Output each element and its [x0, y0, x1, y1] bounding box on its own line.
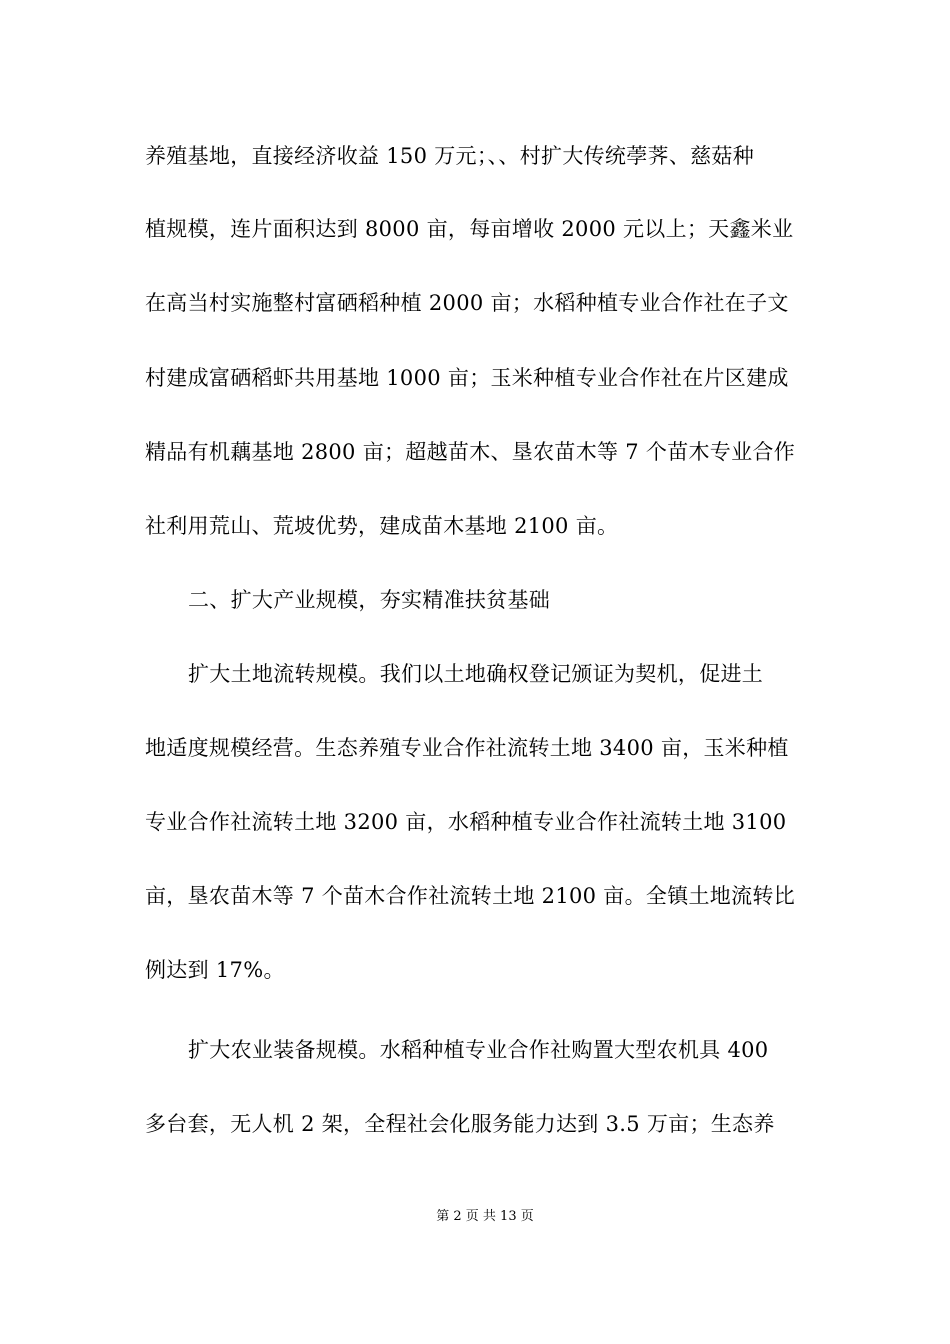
- text-line: 扩大土地流转规模。我们以土地确权登记颁证为契机，促进土: [188, 662, 764, 686]
- text-line: 养殖基地，直接经济收益 150 万元；、、村扩大传统荸荠、慈菇种: [145, 144, 755, 168]
- text-line: 在高当村实施整村富硒稻种植 2000 亩；水稻种植专业合作社在子文: [145, 291, 789, 315]
- text-line: 例达到 17%。: [145, 958, 285, 982]
- text-line: 植规模，连片面积达到 8000 亩，每亩增收 2000 元以上；天鑫米业: [145, 217, 794, 241]
- text-line: 精品有机藕基地 2800 亩；超越苗木、垦农苗木等 7 个苗木专业合作: [145, 440, 796, 464]
- page-number-footer: 第 2 页 共 13 页: [436, 1209, 534, 1224]
- text-line: 扩大农业装备规模。水稻种植专业合作社购置大型农机具 400: [188, 1038, 769, 1062]
- section-heading: 二、扩大产业规模，夯实精准扶贫基础: [188, 588, 551, 612]
- text-line: 专业合作社流转土地 3200 亩，水稻种植专业合作社流转土地 3100: [145, 810, 787, 834]
- text-line: 多台套，无人机 2 架，全程社会化服务能力达到 3.5 万亩；生态养: [145, 1112, 775, 1136]
- text-line: 村建成富硒稻虾共用基地 1000 亩；玉米种植专业合作社在片区建成: [145, 366, 789, 390]
- text-line: 亩，垦农苗木等 7 个苗木合作社流转土地 2100 亩。全镇土地流转比: [145, 884, 796, 908]
- text-line: 地适度规模经营。生态养殖专业合作社流转土地 3400 亩，玉米种植: [145, 736, 789, 760]
- text-line: 社利用荒山、荒坡优势，建成苗木基地 2100 亩。: [145, 514, 619, 538]
